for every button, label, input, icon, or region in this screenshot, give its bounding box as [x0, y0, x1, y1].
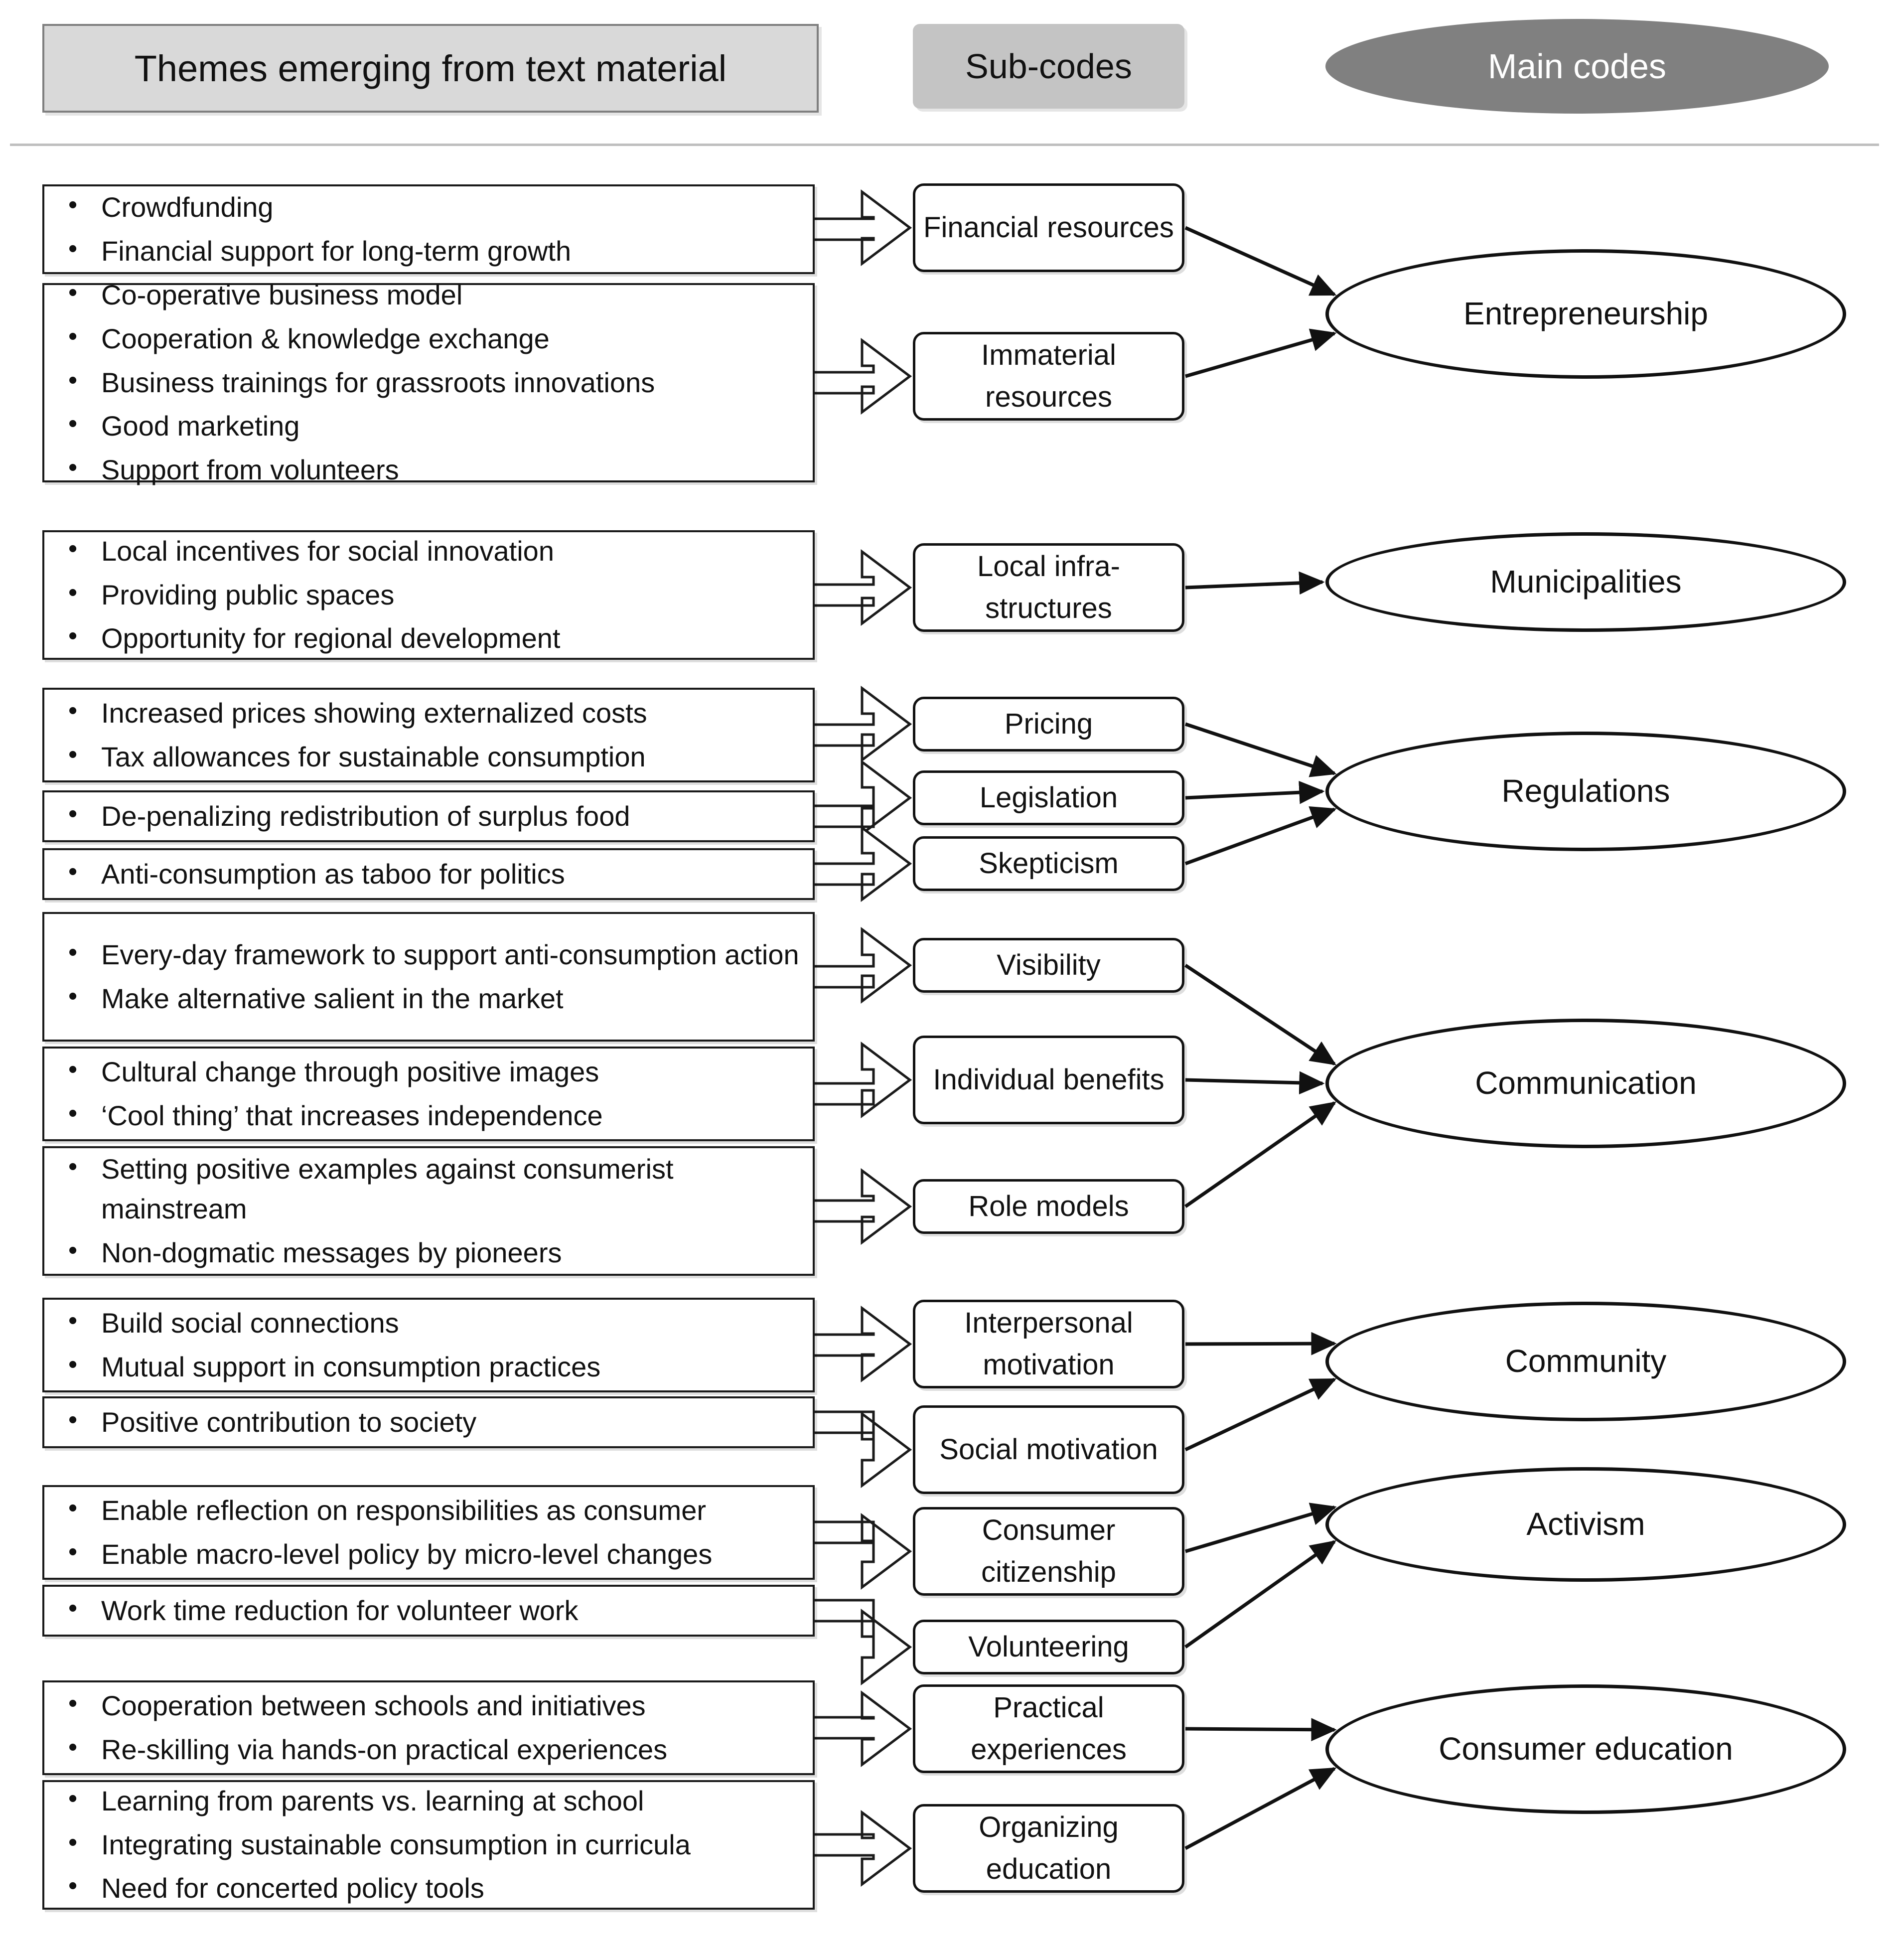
theme-bullet: • Positive contribution to society — [55, 1402, 800, 1443]
theme-bullet: • Opportunity for regional development — [55, 618, 800, 659]
subcode-to-maincode-arrow — [1185, 333, 1334, 376]
theme-bullet: • Setting positive examples against consumerist mainstream — [55, 1149, 800, 1229]
theme-box — [42, 1780, 815, 1910]
theme-bullet: • Integrating sustainable consumption in curricula — [55, 1825, 800, 1865]
theme-bullet: • Local incentives for social innovation — [55, 531, 800, 572]
theme-box — [42, 848, 815, 900]
subcode-box — [913, 697, 1184, 752]
theme-bullet: • Tax allowances for sustainable consumption — [55, 737, 800, 777]
theme-bullet: • Cooperation & knowledge exchange — [55, 319, 800, 359]
subcode-label: Interpersonal motivation — [964, 1307, 1133, 1381]
theme-box — [42, 1146, 815, 1276]
subcode-to-maincode-arrow — [1185, 809, 1334, 864]
theme-bullet: • Crowdfunding — [55, 187, 800, 228]
header-divider — [10, 144, 1879, 146]
maincode-ellipse — [1325, 732, 1846, 851]
theme-bullet: • Re-skilling via hands-on practical experiences — [55, 1730, 800, 1770]
theme-box — [42, 1680, 815, 1775]
subcode-box — [913, 1684, 1184, 1773]
subcode-box — [913, 1804, 1184, 1893]
theme-bullet: • Need for concerted policy tools — [55, 1868, 800, 1909]
subcode-to-maincode-arrow — [1185, 791, 1322, 798]
subcode-box — [913, 1179, 1184, 1234]
maincode-ellipse — [1325, 1684, 1846, 1814]
theme-box — [42, 912, 815, 1042]
theme-bullet: • Build social connections — [55, 1303, 800, 1344]
maincode-ellipse — [1325, 1467, 1846, 1582]
theme-to-subcode-arrow — [814, 1171, 910, 1242]
theme-bullet: • Non-dogmatic messages by pioneers — [55, 1233, 800, 1273]
column-header-themes — [42, 24, 819, 113]
maincode-label: Consumer education — [1439, 1731, 1733, 1767]
maincode-label: Communication — [1475, 1065, 1697, 1101]
theme-to-subcode-arrow — [814, 1412, 910, 1486]
theme-to-subcode-arrow — [814, 192, 910, 264]
maincode-ellipse — [1325, 1302, 1846, 1421]
theme-bullet: • Make alternative salient in the market — [55, 979, 800, 1019]
theme-bullet: • Good marketing — [55, 406, 800, 447]
theme-bullet: • Cooperation between schools and initiatives — [55, 1686, 800, 1726]
theme-bullet: • Business trainings for grassroots innovations — [55, 363, 800, 403]
subcode-to-maincode-arrow — [1185, 1080, 1322, 1083]
theme-to-subcode-arrow — [814, 762, 910, 834]
theme-box — [42, 1047, 815, 1141]
maincode-ellipse — [1325, 249, 1846, 379]
column-header-subcodes — [913, 24, 1184, 109]
subcode-box — [913, 183, 1184, 272]
theme-box — [42, 688, 815, 782]
maincode-label: Municipalities — [1490, 564, 1682, 600]
subcode-label: Local infra-structures — [977, 550, 1120, 624]
theme-to-subcode-arrow — [814, 1600, 910, 1683]
subcode-to-maincode-arrow — [1185, 582, 1322, 588]
subcode-box — [913, 1405, 1184, 1494]
theme-to-subcode-arrow — [814, 1515, 910, 1587]
subcode-to-maincode-arrow — [1185, 724, 1334, 773]
theme-to-subcode-arrow — [814, 1308, 910, 1380]
subcode-label: Legislation — [979, 781, 1118, 814]
subcode-to-maincode-arrow — [1185, 1508, 1334, 1552]
subcode-label: Role models — [968, 1190, 1129, 1223]
column-header-maincodes-label: Main codes — [1488, 47, 1666, 86]
maincode-ellipse — [1325, 1019, 1846, 1148]
theme-box — [42, 790, 815, 842]
maincode-label: Activism — [1526, 1506, 1645, 1542]
subcode-to-maincode-arrow — [1185, 1542, 1334, 1648]
subcode-label: Social motivation — [939, 1433, 1158, 1466]
theme-bullet: • Enable macro-level policy by micro-level changes — [55, 1534, 800, 1575]
theme-box — [42, 1298, 815, 1392]
subcode-to-maincode-arrow — [1185, 965, 1334, 1064]
maincode-label: Entrepreneurship — [1463, 296, 1708, 332]
subcode-label: Volunteering — [968, 1631, 1129, 1663]
theme-bullet: • Cultural change through positive images — [55, 1052, 800, 1092]
theme-box — [42, 279, 815, 485]
theme-bullet: • Work time reduction for volunteer work — [55, 1591, 800, 1631]
subcode-label: Financial resources — [923, 211, 1174, 244]
theme-to-subcode-arrow — [814, 1693, 910, 1765]
theme-to-subcode-arrow — [814, 688, 910, 760]
theme-to-subcode-arrow — [814, 1812, 910, 1884]
subcode-label: Practical experiences — [971, 1691, 1127, 1766]
theme-bullet: • Enable reflection on responsibilities as consumer — [55, 1491, 800, 1531]
theme-bullet: • De-penalizing redistribution of surplus food — [55, 796, 800, 837]
maincode-label: Community — [1505, 1343, 1667, 1379]
subcode-label: Skepticism — [979, 847, 1119, 880]
theme-box — [42, 530, 815, 660]
subcode-box — [913, 1036, 1184, 1124]
theme-to-subcode-arrow — [814, 552, 910, 623]
theme-box — [42, 1396, 815, 1448]
subcode-to-maincode-arrow — [1185, 1103, 1334, 1206]
theme-to-subcode-arrow — [814, 340, 910, 412]
subcode-box — [913, 836, 1184, 891]
column-header-subcodes-label: Sub-codes — [965, 47, 1132, 86]
subcode-to-maincode-arrow — [1185, 1729, 1334, 1730]
subcode-box — [913, 1300, 1184, 1388]
theme-bullet: • Financial support for long-term growth — [55, 231, 800, 272]
subcode-to-maincode-arrow — [1185, 228, 1334, 295]
column-header-maincodes — [1325, 19, 1829, 114]
subcode-label: Visibility — [997, 949, 1101, 982]
theme-bullet: • Providing public spaces — [55, 575, 800, 615]
subcode-box — [913, 770, 1184, 825]
subcode-box — [913, 1507, 1184, 1596]
theme-box — [42, 184, 815, 274]
theme-bullet: • Increased prices showing externalized costs — [55, 693, 800, 734]
subcode-box — [913, 543, 1184, 632]
theme-to-subcode-arrow — [814, 1044, 910, 1116]
theme-to-subcode-arrow — [814, 929, 910, 1001]
theme-box — [42, 1485, 815, 1580]
subcode-to-maincode-arrow — [1185, 1769, 1334, 1848]
subcode-label: Organizing education — [979, 1811, 1119, 1885]
theme-bullet: • ‘Cool thing’ that increases independence — [55, 1096, 800, 1136]
subcode-to-maincode-arrows — [1185, 228, 1334, 1848]
theme-bullet: • Anti-consumption as taboo for politics — [55, 854, 800, 895]
subcode-box — [913, 1620, 1184, 1674]
theme-to-subcode-arrow — [814, 828, 910, 900]
subcode-label: Consumer citizenship — [981, 1514, 1116, 1588]
theme-bullet: • Learning from parents vs. learning at school — [55, 1781, 800, 1821]
theme-bullet: • Mutual support in consumption practices — [55, 1347, 800, 1387]
subcode-label: Immaterial resources — [981, 339, 1116, 413]
theme-bullet: • Co-operative business model — [55, 275, 800, 315]
subcode-to-maincode-arrow — [1185, 1379, 1334, 1450]
maincode-ellipse — [1325, 532, 1846, 632]
theme-box — [42, 1585, 815, 1637]
theme-to-subcode-arrows — [814, 192, 910, 1884]
subcode-box — [913, 332, 1184, 421]
theme-bullet: • Support from volunteers — [55, 450, 800, 490]
subcode-label: Individual benefits — [933, 1063, 1164, 1096]
subcode-box — [913, 938, 1184, 993]
theme-bullet: • Every-day framework to support anti-consumption action — [55, 935, 800, 975]
subcode-label: Pricing — [1004, 708, 1093, 741]
column-header-themes-label: Themes emerging from text material — [134, 47, 727, 89]
maincode-label: Regulations — [1501, 773, 1670, 809]
